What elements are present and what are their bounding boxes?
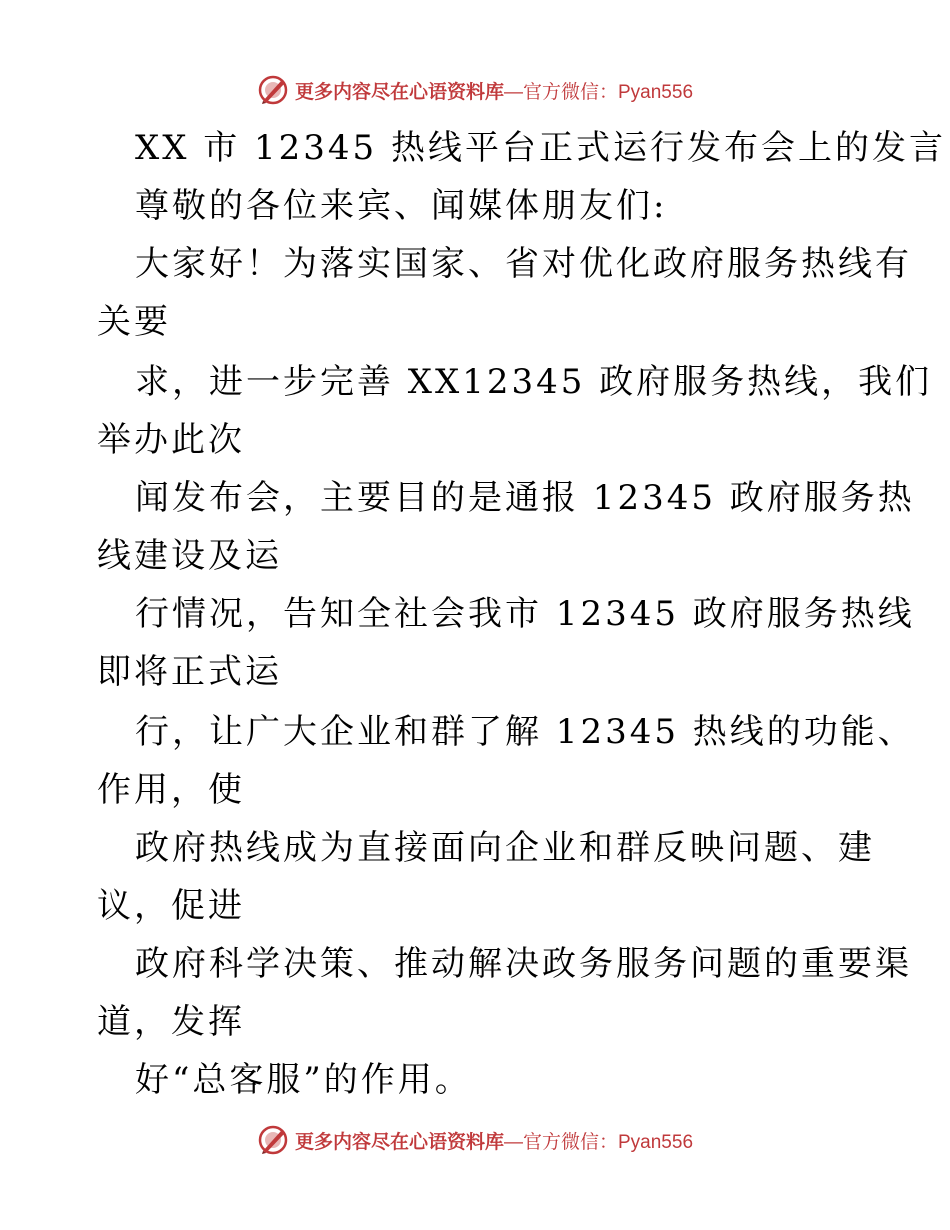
document-line: 尊敬的各位来宾、闻媒体朋友们:: [135, 186, 668, 226]
footer-banner: [0, 1120, 950, 1160]
document-line: 求，进一步完善 XX12345 政府服务热线，我们: [135, 362, 933, 402]
banner-wechat: —官方微信：Pyan556: [504, 1131, 694, 1153]
document-line: 政府热线成为直接面向企业和群反映问题、建: [135, 828, 875, 868]
banner-text: 更多内容尽在心语资料库: [294, 1130, 504, 1153]
document-line: 行，让广大企业和群了解 12345 热线的功能、: [135, 712, 915, 752]
document-line: 关要: [97, 302, 171, 342]
document-line: 闻发布会，主要目的是通报 12345 政府服务热: [135, 478, 915, 518]
pen-logo-icon: [257, 1124, 289, 1156]
header-banner: [0, 70, 950, 110]
document-line: 即将正式运: [97, 652, 282, 692]
pen-logo-icon: [257, 74, 289, 106]
banner-text: 更多内容尽在心语资料库: [294, 80, 504, 103]
document-line: 议，促进: [97, 886, 245, 926]
document-line: 行情况，告知全社会我市 12345 政府服务热线: [135, 594, 915, 634]
document-line: 举办此次: [97, 420, 245, 460]
document-line: 道，发挥: [97, 1002, 245, 1042]
document-line: 政府科学决策、推动解决政务服务问题的重要渠: [135, 944, 912, 984]
document-line: 大家好！为落实国家、省对优化政府服务热线有: [135, 244, 912, 284]
document-title: XX 市 12345 热线平台正式运行发布会上的发言: [135, 128, 946, 168]
banner-wechat: —官方微信：Pyan556: [504, 81, 694, 103]
document-line: 线建设及运: [97, 536, 282, 576]
document-line: 好“总客服”的作用。: [135, 1060, 472, 1100]
document-line: 作用，使: [97, 770, 245, 810]
